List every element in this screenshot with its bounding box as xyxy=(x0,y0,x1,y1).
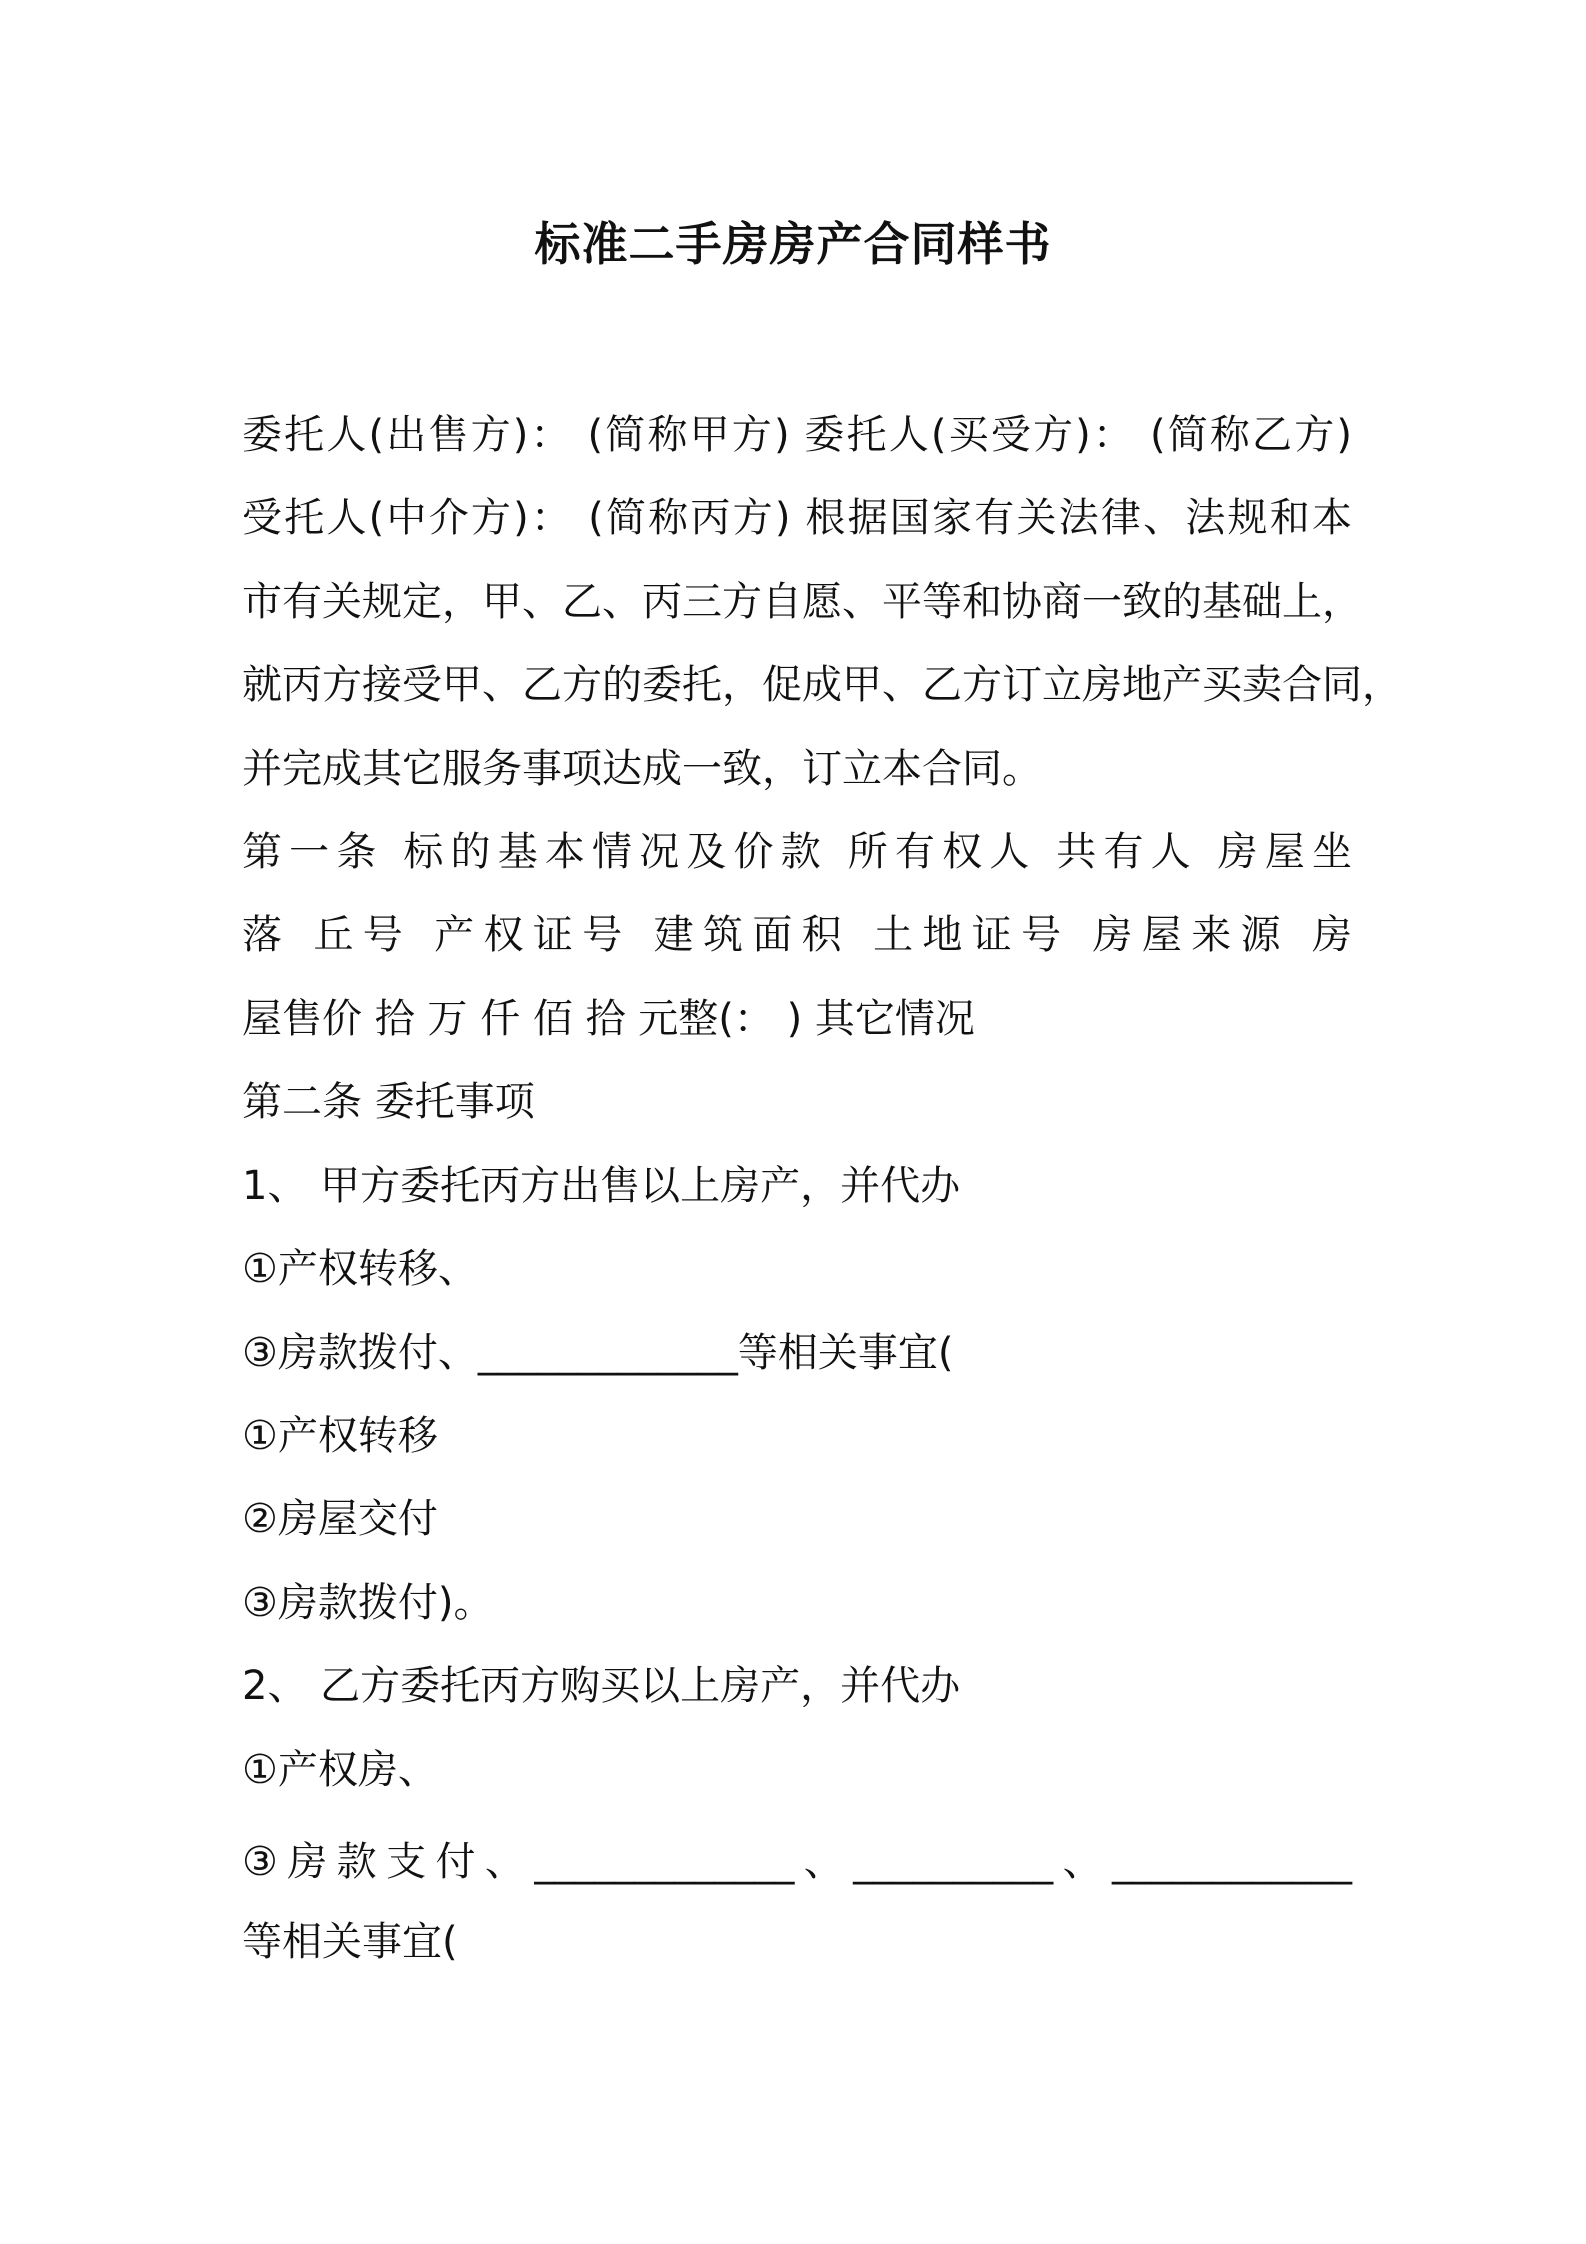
paragraph-line-5: 并完成其它服务事项达成一致，订立本合同。 xyxy=(242,746,1042,792)
article-1-line-1: 第一条 标的基本情况及价款 所有权人 共有人 房屋坐 xyxy=(242,829,1352,875)
item-1-sub-3: ①产权转移 xyxy=(242,1413,438,1459)
item-1-heading: 1、 甲方委托丙方出售以上房产，并代办 xyxy=(242,1163,961,1209)
item-2-heading: 2、 乙方委托丙方购买以上房产，并代办 xyxy=(242,1663,961,1709)
item-2-sub-2: ③房款支付、_____________、__________、____________ xyxy=(242,1839,1352,1885)
paragraph-line-3: 市有关规定，甲、乙、丙三方自愿、平等和协商一致的基础上， xyxy=(242,579,1362,625)
paragraph-line-4: 就丙方接受甲、乙方的委托，促成甲、乙方订立房地产买卖合同， xyxy=(242,662,1402,708)
article-1-line-3: 屋售价 拾 万 仟 佰 拾 元整(： ) 其它情况 xyxy=(242,996,975,1042)
item-1-sub-2: ③房款拨付、_____________等相关事宜( xyxy=(242,1330,954,1376)
paragraph-line-2: 受托人(中介方)： (简称丙方) 根据国家有关法律、法规和本 xyxy=(242,495,1352,541)
article-1-line-2: 落 丘号 产权证号 建筑面积 土地证号 房屋来源 房 xyxy=(242,912,1352,958)
item-2-sub-1: ①产权房、 xyxy=(242,1747,438,1793)
item-1-sub-4: ②房屋交付 xyxy=(242,1496,438,1542)
item-1-sub-1: ①产权转移、 xyxy=(242,1246,478,1292)
document-title: 标准二手房房产合同样书 xyxy=(534,217,1052,271)
paragraph-line-1: 委托人(出售方)： (简称甲方) 委托人(买受方)： (简称乙方) xyxy=(242,412,1352,458)
item-2-sub-3: 等相关事宜( xyxy=(242,1919,458,1965)
item-1-sub-5: ③房款拨付)。 xyxy=(242,1580,494,1626)
article-2-heading: 第二条 委托事项 xyxy=(242,1079,535,1125)
